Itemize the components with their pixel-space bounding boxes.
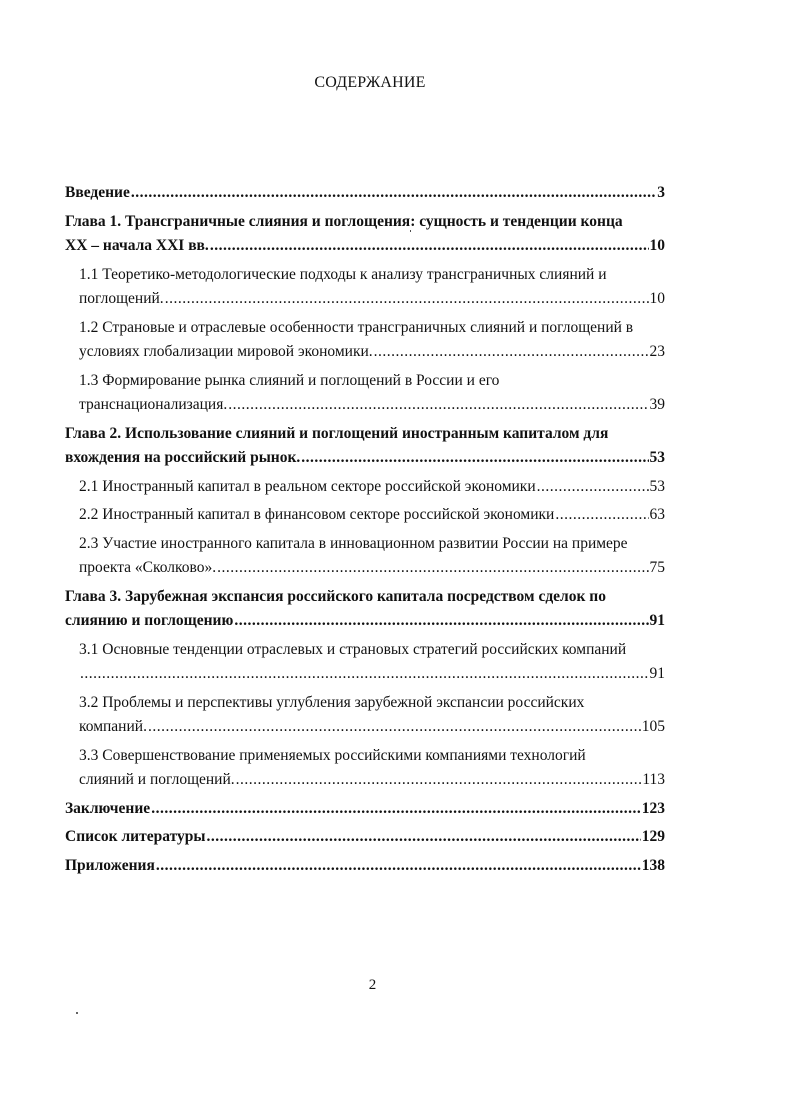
toc-entry-title-line: Глава 3. Зарубежная экспансия российского капитала посредством сделок по <box>65 587 606 605</box>
toc-entry-chapter-3 <box>65 585 665 634</box>
toc-page-number: 113 <box>642 771 665 788</box>
dot-leader <box>165 287 649 312</box>
dot-leader <box>217 556 648 581</box>
toc-entry-title: 2.1 Иностранный капитал в реальном секторе российской экономики <box>79 477 536 495</box>
toc-entry-title: Приложения <box>65 856 155 874</box>
toc-entry-chapter-1 <box>65 210 665 259</box>
toc-entry-section-2-3 <box>65 532 665 581</box>
toc-page-number: 53 <box>649 449 665 466</box>
toc-page-number: 10 <box>649 290 665 307</box>
toc-entry-title-line: 3.1 Основные тенденции отраслевых и страновых стратегий российских компаний <box>79 640 627 658</box>
dot-leader <box>236 768 642 793</box>
dot-leader <box>206 825 640 850</box>
toc-entry-references <box>65 825 665 850</box>
toc-entry-title-line: вхождения на российский рынок. <box>65 449 301 466</box>
toc-page-number: 53 <box>649 477 665 495</box>
toc-entry-section-3-3 <box>65 744 665 793</box>
toc-page-number: 138 <box>641 856 665 874</box>
toc-entry-title-line: Глава 2. Использование слияний и поглощений иностранным капиталом для <box>65 424 609 442</box>
dot-leader <box>301 446 648 471</box>
toc-page-number: 123 <box>641 799 665 817</box>
toc-entry-title-line: 3.2 Проблемы и перспективы углубления зарубежной экспансии российских <box>79 693 585 711</box>
dot-leader <box>80 662 649 687</box>
toc-entry-section-3-2 <box>65 691 665 740</box>
toc-page-number: 10 <box>649 237 665 254</box>
toc-page-number: 75 <box>649 559 665 576</box>
toc-entry-title-line: проекта «Сколково». <box>79 559 217 576</box>
toc-entry-title-line: компаний. <box>79 718 147 735</box>
dot-leader <box>131 181 656 206</box>
dot-leader <box>210 234 649 259</box>
page-title: СОДЕРЖАНИЕ <box>314 74 426 91</box>
dot-leader <box>374 340 649 365</box>
toc-entry-chapter-2 <box>65 422 665 471</box>
toc-entry-conclusion <box>65 797 665 822</box>
toc-entry-section-2-1 <box>65 475 665 500</box>
toc-entry-section-1-2 <box>65 316 665 365</box>
dot-leader <box>228 393 648 418</box>
dot-leader <box>537 475 649 500</box>
toc-entry-title-line: поглощений. <box>79 290 164 307</box>
toc-entry-title-line: 1.1 Теоретико-методологические подходы к анализу трансграничных слияний и <box>79 265 607 283</box>
toc-entry-title: Введение <box>65 184 130 201</box>
toc-entry-title-line: XX – начала XXI вв. <box>65 237 209 254</box>
dot-leader <box>151 797 641 822</box>
dot-leader <box>234 609 648 634</box>
toc-entry-title-line: транснационализация. <box>79 396 228 413</box>
toc-entry-title-line: слияний и поглощений. <box>79 771 235 788</box>
toc-entry-introduction <box>65 181 665 206</box>
toc-page-number: 91 <box>649 612 665 629</box>
dot-leader <box>555 503 648 528</box>
toc-entry-title: Заключение <box>65 799 151 817</box>
toc-page-number: 129 <box>641 828 665 845</box>
toc-entry-section-2-2 <box>65 503 665 528</box>
toc-entry-title-line: 3.3 Совершенствование применяемых российскими компаниями технологий <box>79 746 586 764</box>
toc-entry-title-line: условиях глобализации мировой экономики. <box>79 343 373 360</box>
toc-entry-title-line: 1.3 Формирование рынка слияний и поглощений в России и его <box>79 371 500 389</box>
page-number: 2 <box>368 977 377 993</box>
scan-speck <box>410 230 411 232</box>
dot-leader <box>156 854 641 879</box>
toc-entry-appendices <box>65 854 665 879</box>
toc-page-number: 105 <box>641 718 665 735</box>
toc-entry-title-line: 2.3 Участие иностранного капитала в инновационном развитии России на примере <box>79 534 628 552</box>
table-of-contents <box>65 181 665 878</box>
toc-page-number: 3 <box>657 184 665 201</box>
toc-page-number: 39 <box>649 396 665 413</box>
toc-entry-title-line: 1.2 Страновые и отраслевые особенности трансграничных слияний и поглощений в <box>79 318 634 336</box>
dot-leader <box>148 715 641 740</box>
scan-speck <box>76 1012 78 1014</box>
toc-page-number: 63 <box>649 506 665 523</box>
toc-page-number: 23 <box>649 343 665 360</box>
toc-entry-section-1-3 <box>65 369 665 418</box>
toc-entry-title: 2.2 Иностранный капитал в финансовом секторе российской экономики <box>79 506 555 523</box>
toc-entry-section-3-1 <box>65 638 665 687</box>
toc-page-number: 91 <box>649 665 665 682</box>
toc-entry-title-line: слиянию и поглощению <box>65 612 234 629</box>
toc-entry-title: Список литературы <box>65 828 206 845</box>
toc-entry-title-line: Глава 1. Трансграничные слияния и поглощения: сущность и тенденции конца <box>65 212 623 230</box>
toc-entry-section-1-1 <box>65 263 665 312</box>
